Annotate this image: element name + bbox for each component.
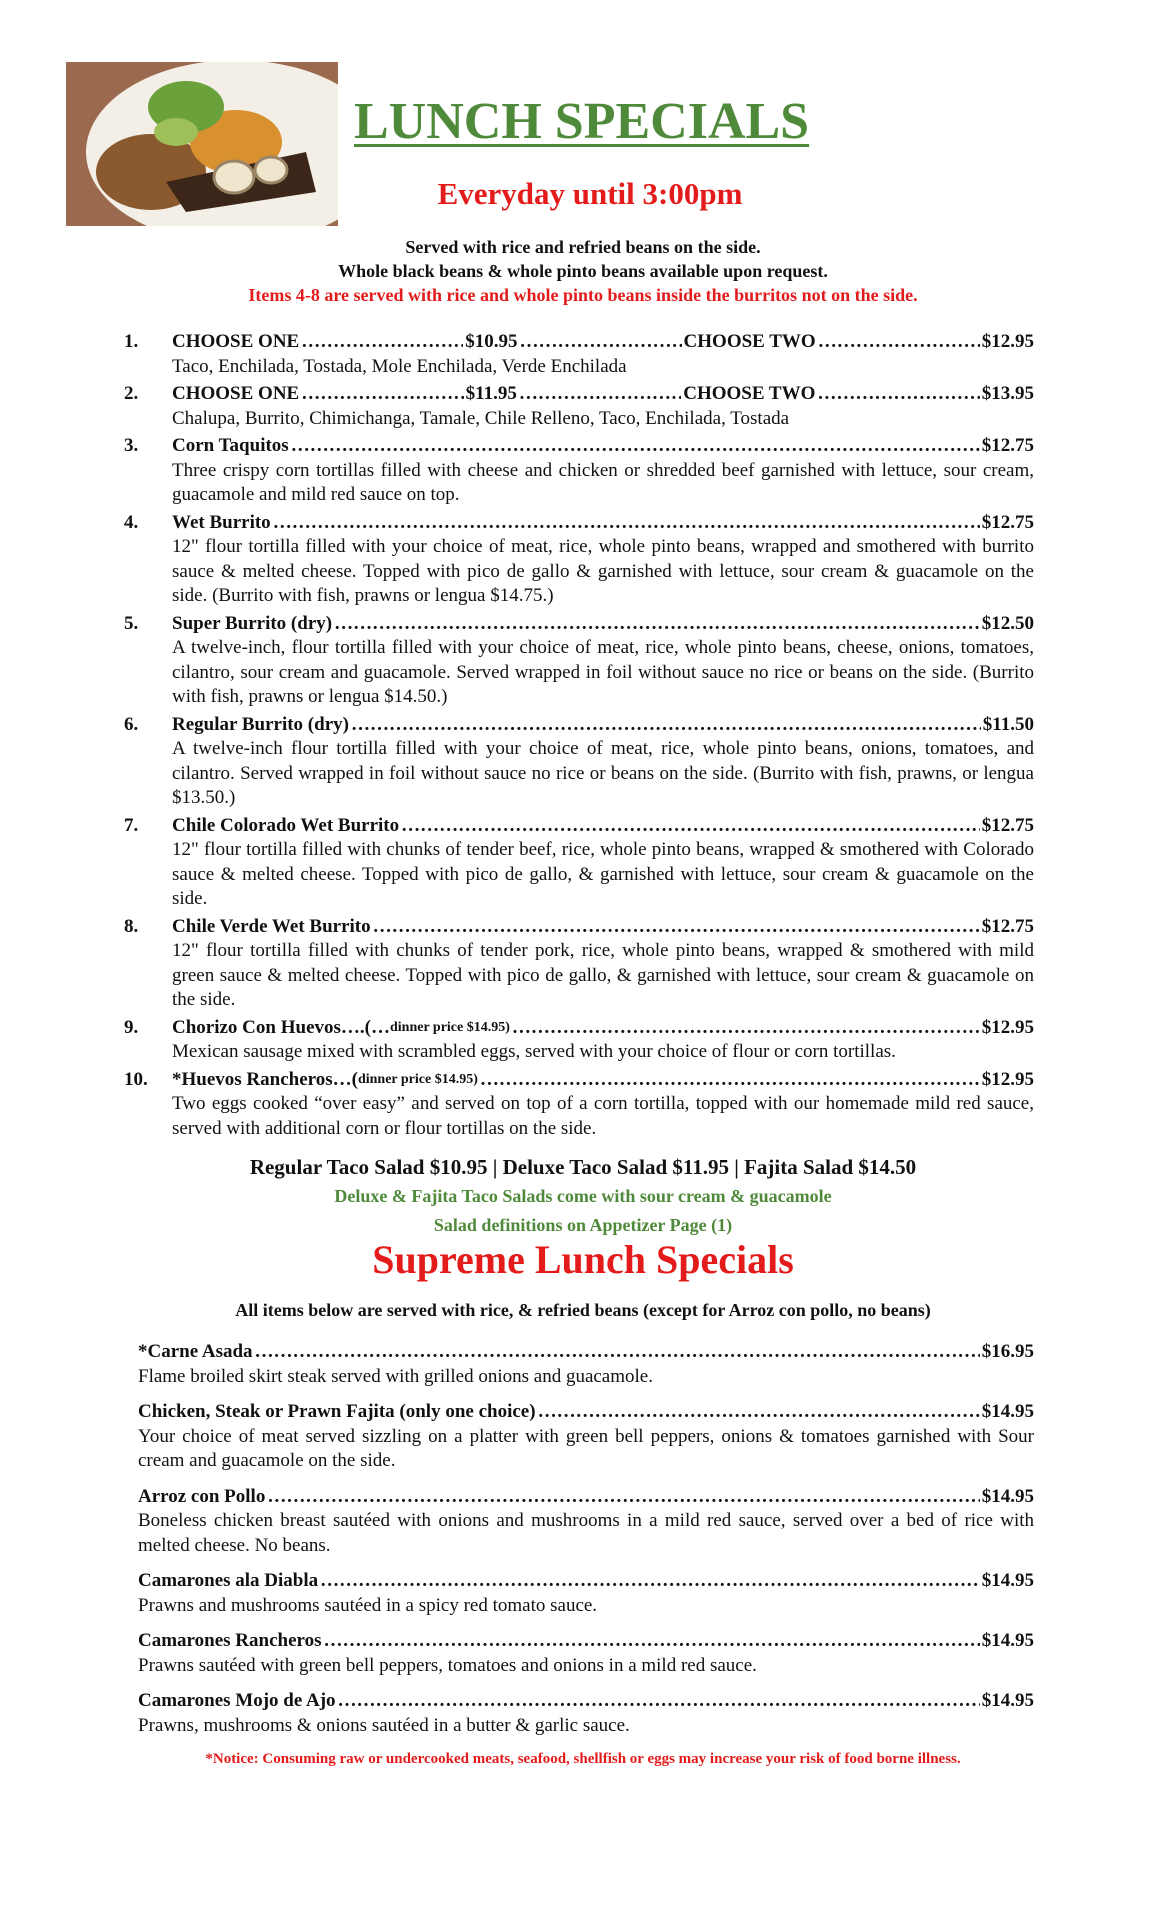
- food-safety-notice: *Notice: Consuming raw or undercooked meats, seafood, shellfish or eggs may increase your risk of food borne illness.: [205, 1751, 961, 1767]
- item-price: $12.75: [981, 511, 1034, 533]
- salad-note: Deluxe & Fajita Taco Salads come with sour cream & guacamole: [334, 1186, 832, 1206]
- dot-leader: [291, 434, 980, 459]
- item-header: [138, 1400, 1034, 1425]
- item-price: $14.95: [981, 1401, 1034, 1422]
- dot-leader: [480, 1068, 980, 1093]
- item-header: [172, 382, 1034, 407]
- item-name: Wet Burrito: [172, 511, 271, 533]
- food-photo: [66, 62, 338, 226]
- page-title: LUNCH SPECIALS: [354, 93, 810, 150]
- item-name: Super Burrito (dry): [172, 612, 333, 634]
- item-name: CHOOSE TWO: [683, 331, 816, 352]
- item-name: CHOOSE ONE: [172, 383, 300, 404]
- dot-leader: [334, 612, 980, 637]
- item-header: [138, 1340, 1034, 1365]
- item-header: [172, 612, 1034, 637]
- item-header: [172, 434, 1034, 459]
- item-description: Prawns and mushrooms sautéed in a spicy red tomato sauce.: [138, 1594, 598, 1616]
- list-item: [124, 1016, 1034, 1065]
- item-price: $14.95: [981, 1570, 1034, 1591]
- item-price: $13.95: [981, 383, 1035, 404]
- item-number: 3.: [124, 435, 139, 456]
- intro-line: Served with rice and refried beans on the side.: [405, 237, 761, 257]
- item-name: Chile Verde Wet Burrito: [172, 915, 371, 937]
- item-number: 2.: [124, 383, 139, 404]
- dot-leader: [320, 1569, 980, 1594]
- item-number: 6.: [124, 713, 139, 735]
- item-name: *Huevos Rancheros…(: [172, 1068, 358, 1090]
- item-price: $10.95: [465, 331, 518, 352]
- item-name: *Carne Asada: [138, 1341, 253, 1362]
- item-description: A twelve-inch, flour tortilla filled with your choice of meat, rice, whole pinto beans, cheese, onions, tomatoes, cilantro, sour cream and guacamole. Served wrapped in foil without sauce no rice or beans on the side. (Burrito with fish, prawns or lengua $14.50.): [172, 637, 1034, 707]
- item-header: [172, 1068, 1034, 1093]
- dot-leader: [818, 330, 980, 355]
- list-item: [138, 1340, 1034, 1389]
- list-item: [124, 330, 1034, 379]
- dot-leader: [373, 915, 980, 940]
- lunch-specials-list: [124, 330, 1035, 1144]
- item-name: Chile Colorado Wet Burrito: [172, 814, 400, 836]
- dot-leader: [538, 1400, 980, 1425]
- item-description: Two eggs cooked “over easy” and served on top of a corn tortilla, topped with our homemade mild red sauce, served with additional corn or flour tortillas on the side.: [172, 1093, 1034, 1139]
- list-item: [124, 382, 1035, 431]
- dot-leader: [301, 382, 463, 407]
- page-subtitle: Everyday until 3:00pm: [437, 176, 743, 211]
- item-header: [172, 814, 1034, 839]
- item-price: $12.95: [981, 1016, 1034, 1038]
- item-price: $12.75: [981, 915, 1034, 937]
- item-price: $11.50: [982, 713, 1034, 735]
- item-number: 8.: [124, 915, 139, 937]
- item-name: Camarones ala Diabla: [138, 1570, 319, 1591]
- item-description: Three crispy corn tortillas filled with cheese and chicken or shredded beef garnished with lettuce, sour cream, guacamole and mild red sauce on top.: [172, 459, 1034, 505]
- item-header: [138, 1629, 1034, 1654]
- item-description: Taco, Enchilada, Tostada, Mole Enchilada, Verde Enchilada: [172, 355, 627, 377]
- item-name: Corn Taquitos: [172, 435, 289, 456]
- item-name: Chorizo Con Huevos….(…: [172, 1016, 390, 1038]
- item-price: $12.95: [981, 331, 1034, 352]
- supreme-note: All items below are served with rice, & refried beans (except for Arroz con pollo, no beans): [235, 1300, 931, 1320]
- dot-leader: [301, 330, 463, 355]
- dot-leader: [512, 1016, 980, 1041]
- item-name: Arroz con Pollo: [138, 1485, 266, 1507]
- item-description: A twelve-inch flour tortilla filled with your choice of meat, rice, whole pinto beans, onions, tomatoes, and cilantro. Served wrapped in foil without sauce no rice or beans on the side. (Burrito with fish, prawns, or lengua $13.50.): [172, 738, 1034, 808]
- dot-leader: [520, 330, 682, 355]
- item-description: Prawns, mushrooms & onions sautéed in a butter & garlic sauce.: [138, 1714, 630, 1736]
- item-header: [172, 915, 1034, 940]
- dot-leader: [351, 713, 981, 738]
- list-item: [124, 915, 1034, 1013]
- dot-leader: [817, 382, 979, 407]
- dot-leader: [255, 1340, 980, 1365]
- item-description: 12" flour tortilla filled with your choice of meat, rice, whole pinto beans, wrapped and smothered with burrito sauce & melted cheese. Topped with pico de gallo & garnished with lettuce, sour cream & guacamole on the side. (Burrito with fish, prawns or lengua $14.75.): [172, 536, 1034, 606]
- supreme-title: Supreme Lunch Specials: [372, 1237, 794, 1282]
- item-note: dinner price $14.95): [389, 1019, 510, 1035]
- list-item: [124, 713, 1034, 811]
- list-item: [124, 612, 1034, 710]
- item-header: [172, 713, 1034, 738]
- dot-leader: [324, 1629, 980, 1654]
- item-header: [172, 1016, 1034, 1041]
- item-description: Prawns sautéed with green bell peppers, tomatoes and onions in a mild red sauce.: [138, 1654, 757, 1676]
- item-header: [138, 1689, 1034, 1714]
- list-item: [124, 1068, 1034, 1142]
- intro-notes: [0, 235, 1166, 307]
- dot-leader: [273, 511, 980, 536]
- list-item: [124, 434, 1034, 508]
- item-name: CHOOSE ONE: [172, 331, 300, 352]
- list-item: [124, 511, 1034, 609]
- item-description: Chalupa, Burrito, Chimichanga, Tamale, Chile Relleno, Taco, Enchilada, Tostada: [172, 407, 790, 429]
- item-number: 5.: [124, 612, 139, 634]
- list-item: [138, 1485, 1034, 1559]
- supreme-list: [138, 1340, 1034, 1749]
- list-item: [138, 1569, 1034, 1618]
- item-name: Camarones Mojo de Ajo: [138, 1690, 336, 1711]
- item-number: 9.: [124, 1016, 139, 1038]
- item-number: 7.: [124, 814, 139, 836]
- dot-leader: [338, 1689, 980, 1714]
- list-item: [138, 1400, 1034, 1474]
- item-number: 1.: [124, 331, 139, 352]
- item-description: Boneless chicken breast sautéed with onions and mushrooms in a mild red sauce, served over a bed of rice with melted cheese. No beans.: [138, 1510, 1034, 1556]
- item-price: $11.95: [465, 383, 517, 404]
- item-header: [138, 1569, 1034, 1594]
- intro-warning: Items 4-8 are served with rice and whole pinto beans inside the burritos not on the side.: [248, 285, 918, 305]
- item-price: $12.95: [981, 1068, 1034, 1090]
- item-number: 4.: [124, 511, 139, 533]
- item-description: Flame broiled skirt steak served with grilled onions and guacamole.: [138, 1365, 653, 1387]
- item-price: $14.95: [981, 1485, 1034, 1507]
- list-item: [138, 1629, 1034, 1678]
- item-header: [172, 330, 1034, 355]
- dot-leader: [519, 382, 681, 407]
- item-description: Mexican sausage mixed with scrambled eggs, served with your choice of flour or corn tortillas.: [172, 1041, 896, 1062]
- item-name: Chicken, Steak or Prawn Fajita (only one choice): [138, 1401, 536, 1422]
- salad-section: [0, 1152, 1166, 1240]
- intro-line: Whole black beans & whole pinto beans available upon request.: [338, 261, 828, 281]
- item-price: $14.95: [981, 1630, 1034, 1651]
- item-price: $12.75: [981, 435, 1034, 456]
- item-price: $12.75: [981, 814, 1034, 836]
- item-price: $16.95: [981, 1341, 1034, 1362]
- item-number: 10.: [124, 1068, 148, 1090]
- item-description: 12" flour tortilla filled with chunks of tender pork, rice, whole pinto beans, wrapped & smothered with mild green sauce & melted cheese. Topped with pico de gallo, & garnished with lettuce, sour cream & guacamole on the side.: [172, 940, 1034, 1010]
- list-item: [124, 814, 1034, 912]
- item-note: dinner price $14.95): [357, 1071, 478, 1087]
- item-price: $12.50: [981, 612, 1034, 634]
- item-name: Camarones Rancheros: [138, 1630, 322, 1651]
- item-description: 12" flour tortilla filled with chunks of tender beef, rice, whole pinto beans, wrapped & smothered with Colorado sauce & melted cheese. Topped with pico de gallo, & garnished with lettuce, sour cream & guacamole on the side.: [172, 839, 1034, 909]
- item-header: [138, 1485, 1034, 1510]
- salad-prices: Regular Taco Salad $10.95 | Deluxe Taco Salad $11.95 | Fajita Salad $14.50: [249, 1155, 917, 1179]
- item-name: Regular Burrito (dry): [172, 713, 349, 735]
- item-header: [172, 511, 1034, 536]
- dot-leader: [401, 814, 980, 839]
- dot-leader: [267, 1485, 979, 1510]
- list-item: [138, 1689, 1034, 1738]
- item-description: Your choice of meat served sizzling on a platter with green bell peppers, onions & tomatoes garnished with Sour cream and guacamole on the side.: [138, 1425, 1034, 1471]
- salad-note: Salad definitions on Appetizer Page (1): [433, 1215, 733, 1235]
- item-name: CHOOSE TWO: [683, 383, 816, 404]
- item-price: $14.95: [981, 1690, 1034, 1711]
